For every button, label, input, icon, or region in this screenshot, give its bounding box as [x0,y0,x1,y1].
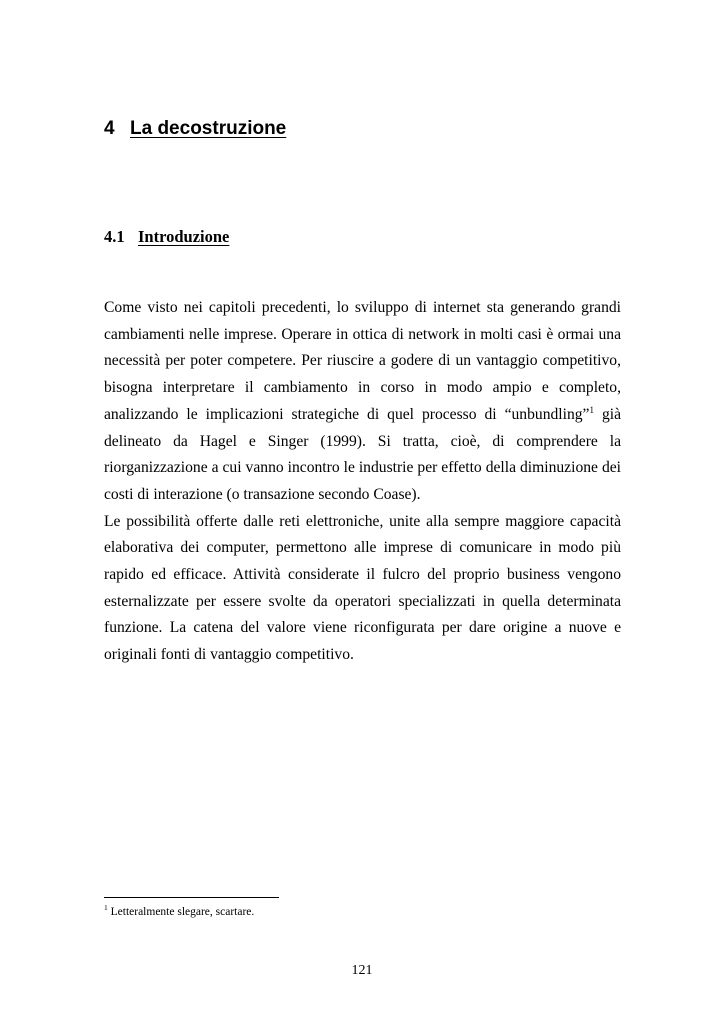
body-text [104,295,621,669]
footnote-separator [104,897,279,898]
chapter-title: La decostruzione [130,118,287,139]
section-number: 4.1 [104,227,125,246]
paragraph-2: Le possibilità offerte dalle reti elettroniche, unite alla sempre maggiore capacità elaborativa dei computer, permettono alle imprese di comunicare in modo più rapido ed efficace. Attività considerate il fulcro del proprio business vengono esternalizzate per essere svolte da operatori specializzati in quella determinata funzione. La catena del valore viene riconfigurata per dare origine a nuove e originali fonti di vantaggio competitivo. [104,512,621,664]
paragraph-1-text-before-note: Come visto nei capitoli precedenti, lo sviluppo di internet sta generando grandi cambiamenti nelle imprese. Operare in ottica di network in molti casi è ormai una necessità per poter competere. Per riuscire a godere di un vantaggio competitivo, bisogna interpretare il cambiamento in corso in modo ampio e completo, analizzando le implicazioni strategiche di quel processo di “unbundling” [104,299,621,423]
footnote-reference: 1 [589,404,594,415]
paragraph-1 [104,295,621,509]
section-title: Introduzione [138,227,230,246]
chapter-heading [104,116,286,142]
footnote [104,904,254,920]
paragraph-1-text-after-note: già delineato da Hagel e Singer (1999). Si tratta, cioè, di comprendere la riorganizzazione a cui vanno incontro le industrie per effetto della diminuzione dei costi di interazione (o transazione secondo Coase). [104,405,622,503]
page-number: 121 [351,963,373,978]
footnote-text: Letteralmente slegare, scartare. [107,906,255,918]
footnote-number: 1 [104,903,108,913]
section-heading [104,226,229,248]
chapter-number: 4 [104,118,115,139]
